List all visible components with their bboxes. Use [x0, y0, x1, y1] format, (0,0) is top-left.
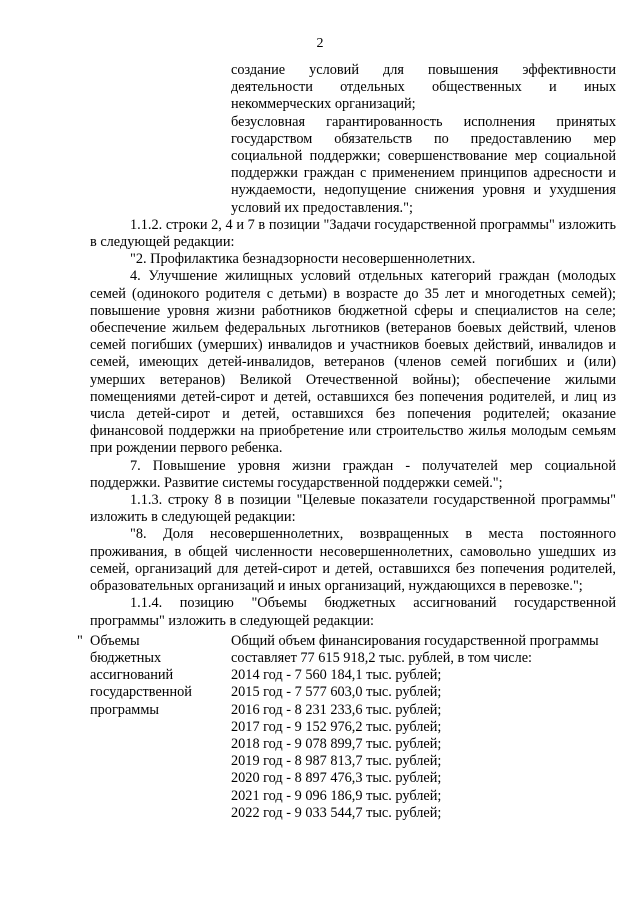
year-line: 2021 год - 9 096 186,9 тыс. рублей; — [231, 787, 442, 804]
paragraph-1-1-4: 1.1.4. позицию "Объемы бюджетных ассигнований государственной программы" изложить в следующей редакции: — [90, 595, 616, 629]
open-quote: " — [77, 632, 83, 649]
year-line: 2020 год - 8 897 476,3 тыс. рублей; — [231, 770, 442, 787]
label-line: программы — [90, 701, 160, 718]
intro-item-2: безусловная гарантированность исполнения принятых государством обязательств по предоставлению мер социальной поддержки; совершенствование мер социальной поддержки граждан с применением принципов адресности и нуждаемости, недопущение снижения уровня и ухудшения условий их предоставления."; — [231, 113, 616, 216]
year-line: 2015 год - 7 577 603,0 тыс. рублей; — [231, 684, 442, 701]
year-line: 2022 год - 9 033 544,7 тыс. рублей; — [231, 804, 442, 821]
paragraph-1-1-3: 1.1.3. строку 8 в позиции "Целевые показатели государственной программы" изложить в следующей редакции: — [90, 492, 616, 526]
label-line: бюджетных — [90, 649, 162, 666]
year-line: 2019 год - 8 987 813,7 тыс. рублей; — [231, 753, 442, 770]
year-line: 2017 год - 9 152 976,2 тыс. рублей; — [231, 718, 442, 735]
paragraph-task-4: 4. Улучшение жилищных условий отдельных категорий граждан (молодых семей (одинокого родителя с детьми) в возрасте до 35 лет и многодетных семей); повышение уровня жизни работников бюджетной сферы и специалистов на селе; обеспечение жильем федеральных льготников (ветеранов боевых действий, членов семей погибших (умерших) инвалидов и участников боевых действий, инвалидов и семей, имеющих детей-инвалидов, ветеранов (членов семей погибших и (или) умерших ветеранов) Великой Отечественной войны); обеспечение жилыми помещениями детей-сирот и детей, оставшихся без попечения родителей, и лиц из числа детей-сирот и детей, оставшихся без попечения родителей; оказание финансовой поддержки на приобретение или строительство жилья молодым семьям при рождении первого ребенка. — [90, 268, 616, 457]
year-line: 2016 год - 8 231 233,6 тыс. рублей; — [231, 701, 442, 718]
budget-table — [0, 633, 640, 823]
paragraph-indicator-8: "8. Доля несовершеннолетних, возвращенных в места постоянного проживания, в общей численности несовершеннолетних, самовольно ушедших из семей, организаций для детей-сирот и детей, оставшихся без попечения родителей, образовательных организаций и иных организаций, нуждающихся в перевозке."; — [90, 526, 616, 595]
label-line: ассигнований — [90, 667, 174, 684]
paragraph-task-7: 7. Повышение уровня жизни граждан - получателей мер социальной поддержки. Развитие системы государственной поддержки семей."; — [90, 457, 616, 491]
label-line: государственной — [90, 684, 192, 701]
document-body — [0, 62, 640, 823]
paragraph-1-1-2: 1.1.2. строки 2, 4 и 7 в позиции "Задачи государственной программы" изложить в следующей редакции: — [90, 216, 616, 251]
total-line: Общий объем финансирования государственной программы — [231, 632, 599, 649]
label-line: Объемы — [90, 632, 140, 649]
intro-item-1: создание условий для повышения эффективности деятельности отдельных общественных и иных некоммерческих организаций; — [231, 62, 616, 113]
budget-table-label — [90, 633, 210, 719]
year-line: 2018 год - 9 078 899,7 тыс. рублей; — [231, 735, 442, 752]
page-number: 2 — [316, 36, 324, 51]
paragraph-task-2: "2. Профилактика безнадзорности несовершеннолетних. — [130, 251, 476, 268]
budget-table-values — [231, 633, 616, 822]
total-line: составляет 77 615 918,2 тыс. рублей, в том числе: — [231, 649, 533, 666]
year-line: 2014 год - 7 560 184,1 тыс. рублей; — [231, 667, 442, 684]
